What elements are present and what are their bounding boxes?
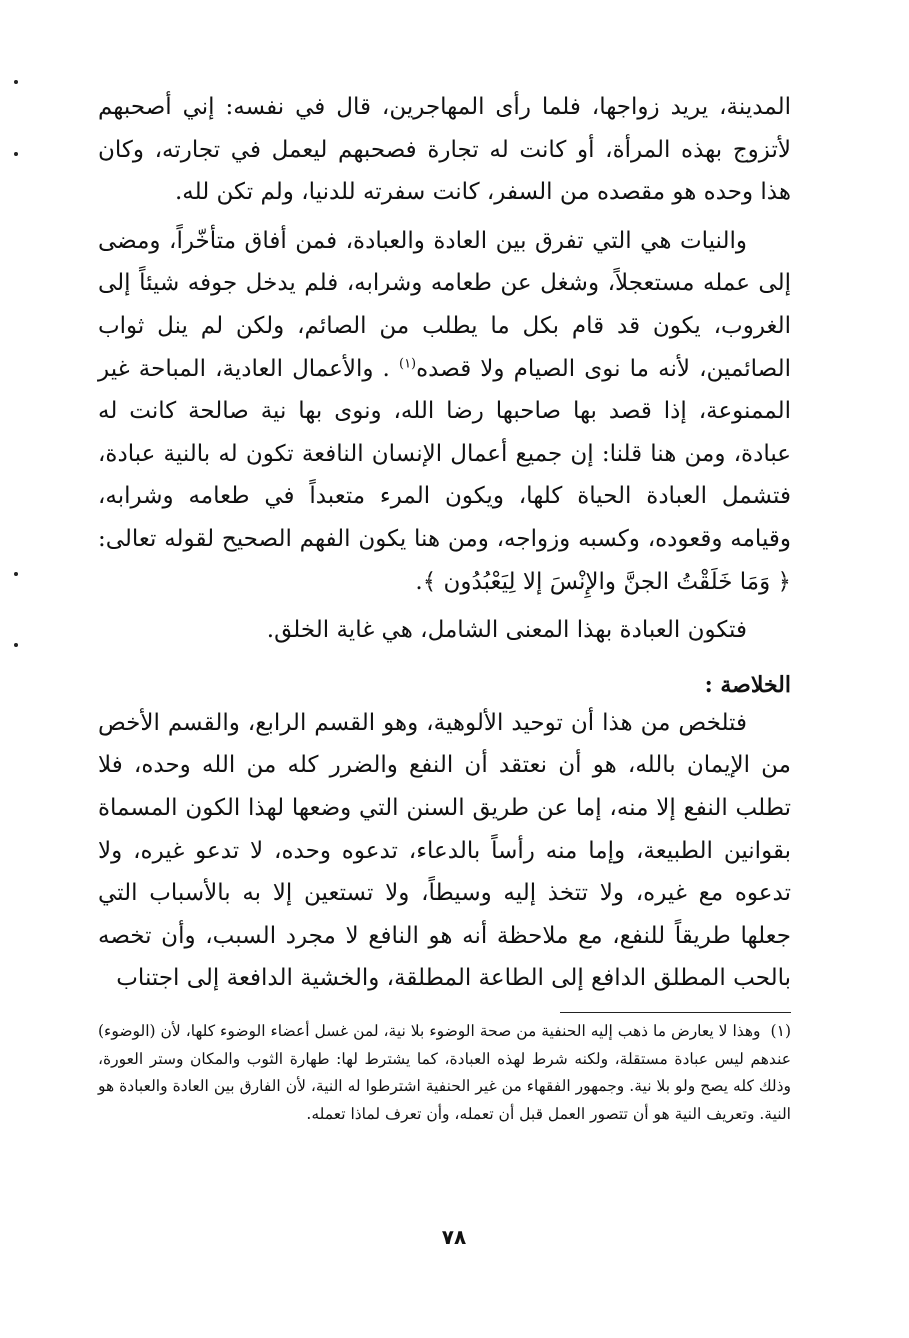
paragraph-text: والنيات هي التي تفرق بين العادة والعبادة، فمن أفاق متأخّراً، ومضى إلى عمله مستعجلاً، وشغل عن طعامه وشرابه، فلم يدخل جوفه شيئاً إلى الغروب، يكون قد قام بكل ما يطلب من الصائم، ولكن لم ينل ثواب الصائمين، لأنه ما نوى الصيام ولا قصده bbox=[98, 227, 791, 382]
margin-mark bbox=[14, 643, 18, 647]
paragraph-summary bbox=[98, 702, 791, 1000]
paragraph-intro bbox=[98, 86, 791, 214]
footnote-text: وهذا لا يعارض ما ذهب إليه الحنفية من صحة الوضوء بلا نية، لمن غسل أعضاء الوضوء كلها، لأن (الوضوء) عندهم ليس عبادة مستقلة، ولكنه شرط لهذه العبادة، كما يشترط لها: طهارة الثوب والمكان وستر العورة، وذلك كله يصح ولو بلا نية. وجمهور الفقهاء من غير الحنفية اشترطوا له النية، لأن الفارق بين العادة والعبادة هو النية. وتعريف النية هو أن تتصور العمل قبل أن تعمله، وأن تعرف لماذا تعمله. bbox=[98, 1022, 791, 1123]
main-text bbox=[98, 86, 791, 1000]
paragraph-intentions bbox=[98, 220, 791, 603]
margin-mark bbox=[14, 152, 18, 156]
paragraph-conclusion bbox=[98, 609, 791, 652]
footnote-divider bbox=[560, 1012, 791, 1013]
paragraph-text: فتكون العبادة بهذا المعنى الشامل، هي غاية الخلق. bbox=[266, 617, 747, 644]
quran-verse: ﴿ وَمَا خَلَقْتُ الجنَّ والإِنْسَ إلا لِيَعْبُدُون ﴾ bbox=[422, 568, 791, 595]
section-heading: الخلاصة : bbox=[704, 671, 791, 698]
paragraph-text: المدينة، يريد زواجها، فلما رأى المهاجرين، قال في نفسه: إني أصحبهم لأتزوج بهذه المرأة، أو كانت له تجارة فصحبهم ليعمل في تجارته، وكان هذا وحده هو مقصده من السفر، كانت سفرته للدنيا، ولم تكن لله. bbox=[98, 94, 791, 206]
paragraph-text: فتلخص من هذا أن توحيد الألوهية، وهو القسم الرابع، والقسم الأخص من الإيمان بالله، هو أن نعتقد أن النفع والضرر كله من الله وحده، فلا تطلب النفع إلا منه، إما عن طريق السنن التي وضعها لهذا الكون المسماة بقوانين الطبيعة، وإما منه رأساً بالدعاء، تدعوه وحده، لا تدعو غيره، ولا تدعوه مع غيره، ولا تتخذ إليه وسيطاً، ولا تستعين إلا به بالأسباب التي جعلها طريقاً للنفع، مع ملاحظة أنه هو النافع لا مجرد السبب، وأن تخصه بالحب المطلق الدافع إلى الطاعة المطلقة، والخشية الدافعة إلى اجتناب bbox=[98, 709, 791, 992]
footnote-number: (١) bbox=[770, 1022, 791, 1040]
margin-mark bbox=[14, 80, 18, 84]
page-number: ٧٨ bbox=[441, 1225, 467, 1249]
margin-mark bbox=[14, 572, 18, 576]
footnote-reference[interactable]: (١) bbox=[398, 355, 417, 371]
paragraph-text: . bbox=[415, 568, 423, 595]
footnotes bbox=[98, 1018, 791, 1128]
page-body bbox=[98, 86, 791, 1000]
paragraph-text: . والأعمال العادية، المباحة غير الممنوعة، إذا قصد بها صاحبها رضا الله، ونوى بها نية صالحة كانت له عبادة، ومن هنا قلنا: إن جميع أعمال الإنسان النافعة تكون له بالنية عبادة، فتشمل العبادة الحياة كلها، ويكون المرء متعبداً في طعامه وشرابه، وقيامه وقعوده، وكسبه وزواجه، ومن هنا يكون الفهم الصحيح لقوله تعالى: bbox=[98, 355, 791, 552]
